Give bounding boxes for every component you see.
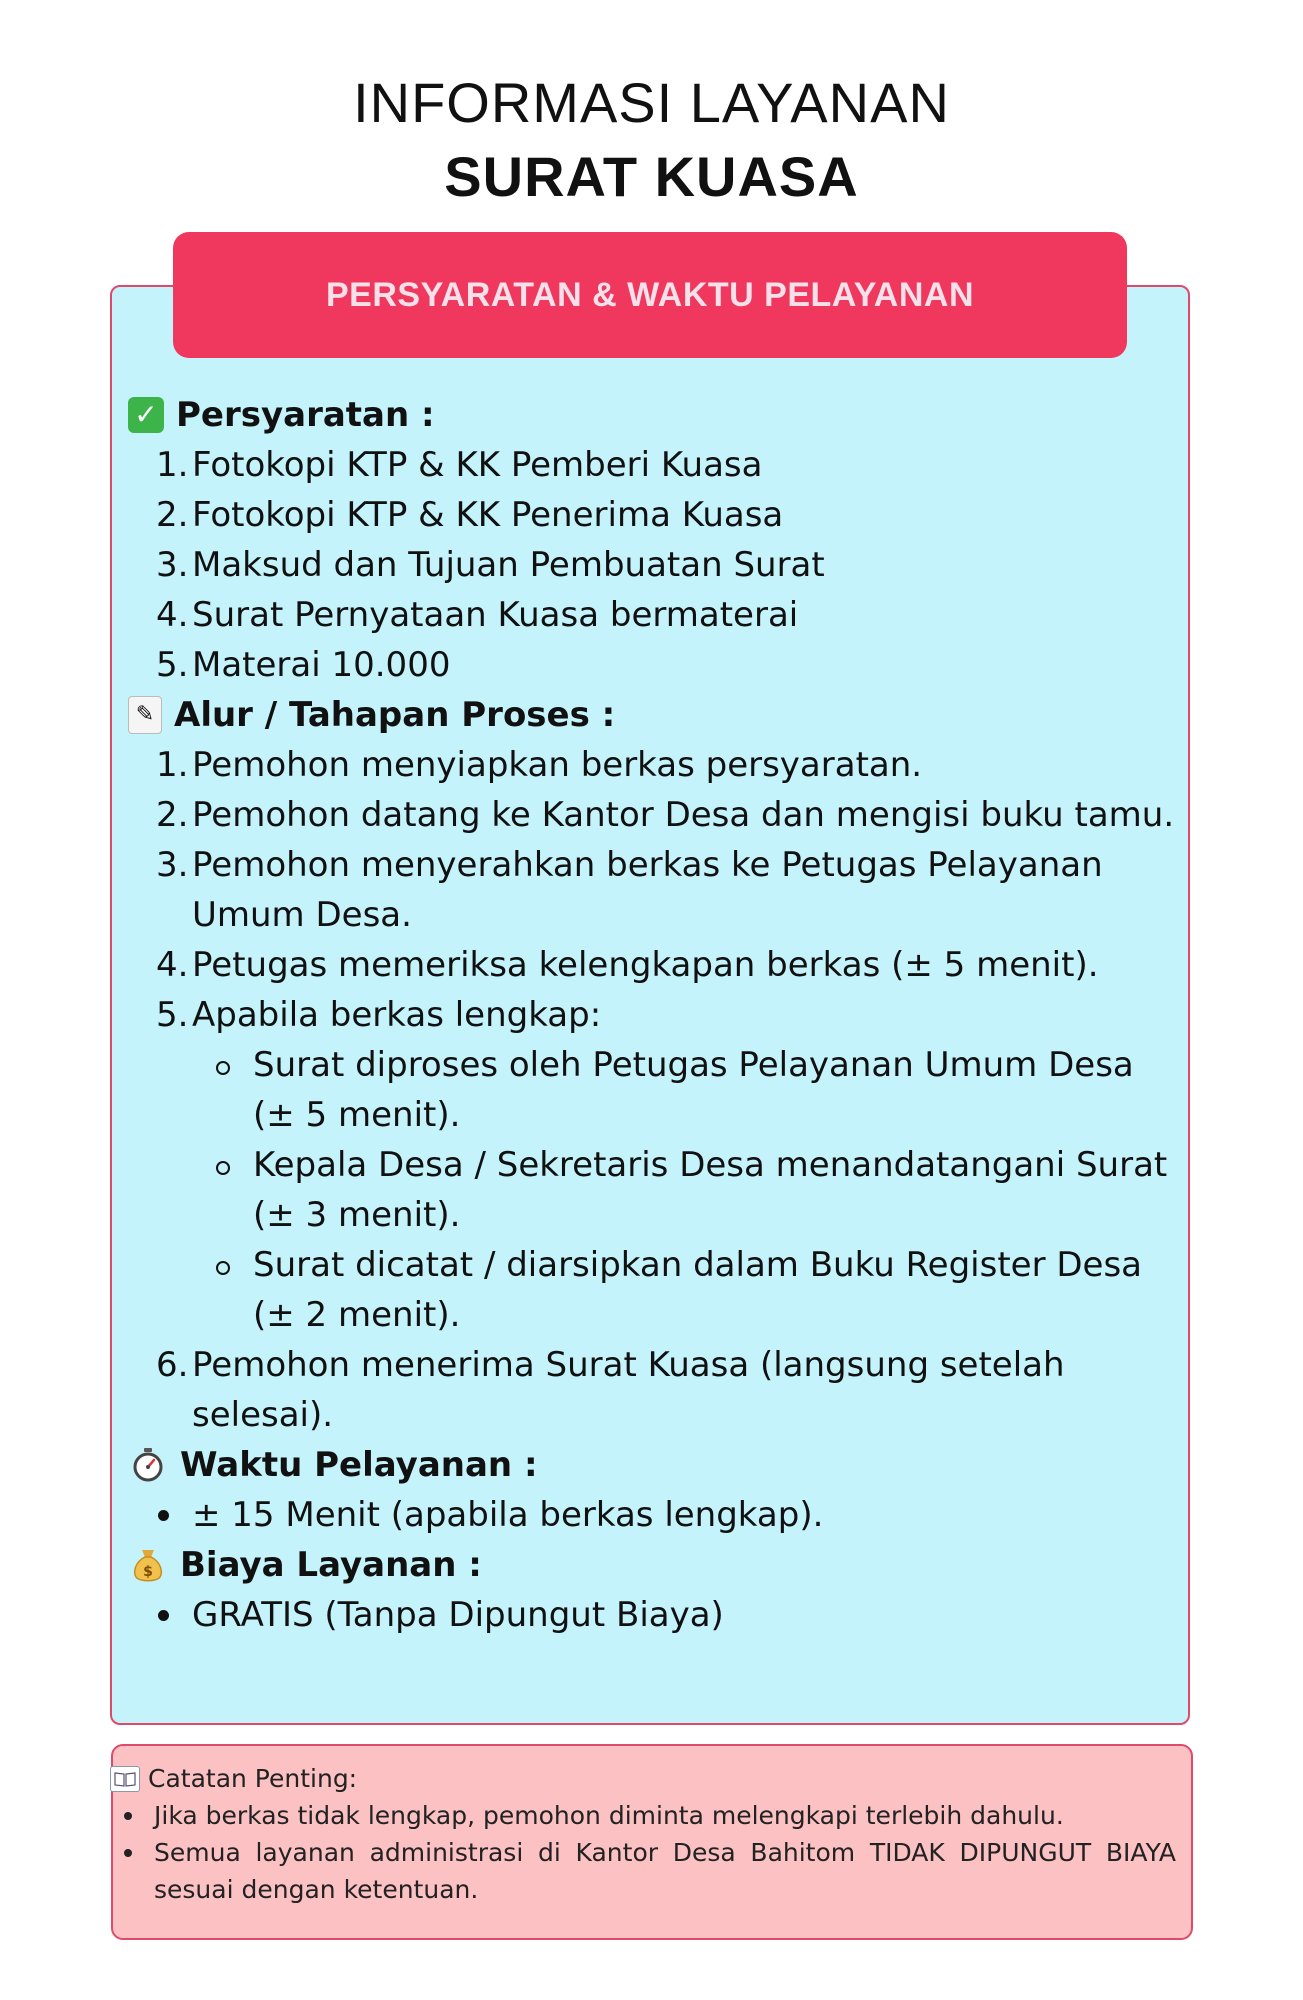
- list-item: 3. Pemohon menyerahkan berkas ke Petugas Pelayanan Umum Desa.: [156, 845, 1103, 935]
- list-item: 5. Materai 10.000: [156, 645, 451, 685]
- sub-list-item: Kepala Desa / Sekretaris Desa menandatangani Surat (± 3 menit).: [128, 1140, 1178, 1240]
- list-item-text: Pemohon menerima Surat Kuasa (langsung setelah selesai).: [192, 1345, 1065, 1435]
- title-line-1: INFORMASI LAYANAN: [353, 71, 950, 134]
- list-item: 1. Fotokopi KTP & KK Pemberi Kuasa: [156, 445, 763, 485]
- list-item: 2. Pemohon datang ke Kantor Desa dan mengisi buku tamu.: [156, 795, 1175, 835]
- list-item: Semua layanan administrasi di Kantor Desa Bahitom TIDAK DIPUNGUT BIAYA sesuai dengan ketentuan.: [110, 1834, 1176, 1908]
- memo-icon: ✎: [128, 696, 162, 734]
- alur-sub-list: [128, 1040, 1178, 1340]
- note-list: [110, 1797, 1176, 1908]
- note-heading: [110, 1760, 1176, 1797]
- list-item: Jika berkas tidak lengkap, pemohon diminta melengkapi terlebih dahulu.: [110, 1797, 1176, 1834]
- list-item: 4. Petugas memeriksa kelengkapan berkas (± 5 menit).: [156, 945, 1099, 985]
- alur-heading-text: Alur / Tahapan Proses :: [174, 695, 616, 735]
- note-heading-text: Catatan Penting:: [148, 1764, 358, 1793]
- biaya-list: [128, 1590, 1178, 1640]
- list-item-text: Surat Pernyataan Kuasa bermaterai: [192, 595, 799, 635]
- biaya-heading-text: Biaya Layanan :: [180, 1545, 482, 1585]
- list-item: 1. Pemohon menyiapkan berkas persyaratan.: [156, 745, 923, 785]
- sub-list-item: Surat dicatat / diarsipkan dalam Buku Register Desa (± 2 menit).: [128, 1240, 1178, 1340]
- persyaratan-heading: [128, 390, 1178, 440]
- list-item-text: Materai 10.000: [192, 645, 451, 685]
- list-item-text: Pemohon menyiapkan berkas persyaratan.: [192, 745, 923, 785]
- open-book-icon: [110, 1766, 140, 1792]
- list-item: ± 15 Menit (apabila berkas lengkap).: [128, 1490, 1178, 1540]
- list-item-text: Apabila berkas lengkap:: [192, 995, 602, 1035]
- section-banner: PERSYARATAN & WAKTU PELAYANAN: [173, 232, 1127, 358]
- title-line-2: SURAT KUASA: [444, 145, 859, 208]
- persyaratan-heading-text: Persyaratan :: [176, 395, 435, 435]
- alur-heading: [128, 690, 1178, 740]
- list-item-text: Fotokopi KTP & KK Pemberi Kuasa: [192, 445, 763, 485]
- list-item: 2. Fotokopi KTP & KK Penerima Kuasa: [156, 495, 784, 535]
- important-note-content: [110, 1760, 1176, 1908]
- list-item-text: Maksud dan Tujuan Pembuatan Surat: [192, 545, 825, 585]
- sub-list-item: Surat diproses oleh Petugas Pelayanan Umum Desa (± 5 menit).: [128, 1040, 1178, 1140]
- waktu-list: [128, 1490, 1178, 1540]
- stopwatch-icon: [128, 1445, 168, 1485]
- list-item: GRATIS (Tanpa Dipungut Biaya): [128, 1590, 1178, 1640]
- list-item: 3. Maksud dan Tujuan Pembuatan Surat: [156, 545, 825, 585]
- list-item: 6. Pemohon menerima Surat Kuasa (langsung setelah selesai).: [156, 1345, 1065, 1435]
- main-content: [128, 390, 1178, 1640]
- list-item-text: Petugas memeriksa kelengkapan berkas (± 5 menit).: [192, 945, 1099, 985]
- waktu-heading-text: Waktu Pelayanan :: [180, 1445, 538, 1485]
- svg-text:$: $: [143, 1564, 153, 1580]
- list-item-text: Pemohon datang ke Kantor Desa dan mengisi buku tamu.: [192, 795, 1175, 835]
- persyaratan-list: [128, 440, 1178, 690]
- check-mark-icon: ✓: [128, 397, 164, 433]
- list-item-text: Fotokopi KTP & KK Penerima Kuasa: [192, 495, 784, 535]
- waktu-heading: [128, 1440, 1178, 1490]
- list-item: 4. Surat Pernyataan Kuasa bermaterai: [156, 595, 799, 635]
- biaya-heading: [128, 1540, 1178, 1590]
- alur-list: [128, 740, 1178, 1040]
- list-item-text: Pemohon menyerahkan berkas ke Petugas Pelayanan Umum Desa.: [192, 845, 1103, 935]
- alur-list-continued: [128, 1340, 1178, 1440]
- money-bag-icon: [128, 1545, 168, 1585]
- list-item: 5. Apabila berkas lengkap:: [156, 995, 602, 1035]
